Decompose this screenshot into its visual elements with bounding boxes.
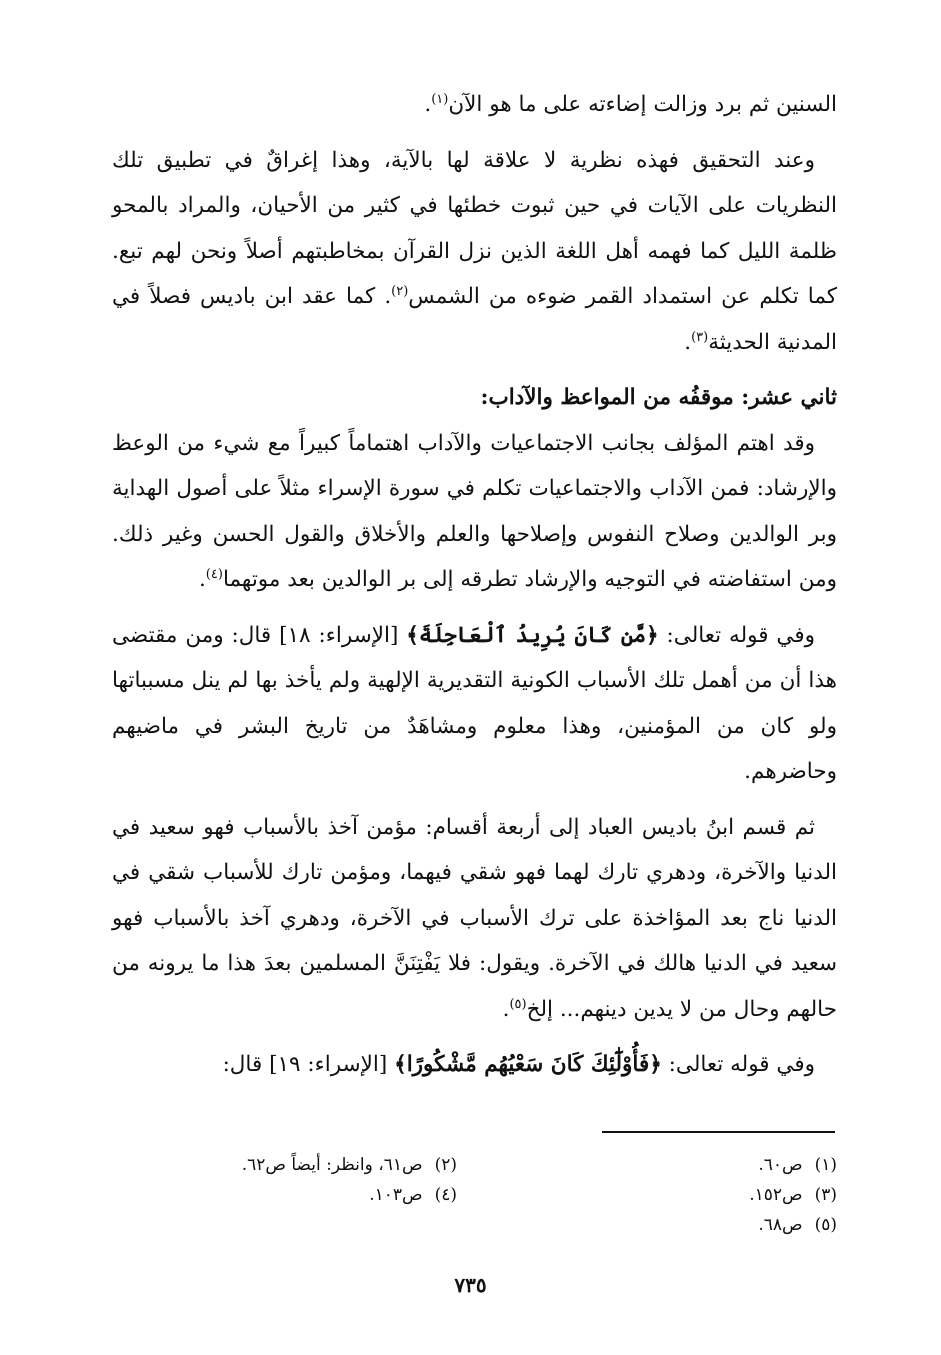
footnote-1: (١)ص٦٠. — [758, 1155, 837, 1175]
footnote-ref-4: (٤) — [205, 566, 223, 582]
footnote-ref-1: (١) — [431, 91, 449, 107]
page-number: ٧٣٥ — [454, 1273, 487, 1297]
footnotes — [112, 1150, 837, 1240]
footnote-5: (٥)ص٦٨. — [758, 1215, 837, 1235]
paragraph-5: ثم قسم ابنُ باديس العباد إلى أربعة أقسام: مؤمن آخذ بالأسباب فهو سعيد في الدنيا والآخرة، ودهري تارك لهما فهو شقي فيهما، ومؤمن تارك للأسباب شقي في الدنيا ناج بعد المؤاخذة على ترك الأسباب في الآخرة، ودهري آخذ بالأسباب فهو سعيد في الدنيا هالك في الآخرة. ويقول: فلا يَفْتِنَنَّ المسلمين بعدَ هذا ما يرونه من حالهم وحال من لا يدين دينهم... إلخ$^{(٥)}$. — [112, 814, 837, 1022]
footnote-ref-5: (٥) — [509, 996, 527, 1012]
footnote-3: (٣)ص١٥٢. — [749, 1185, 837, 1205]
footnote-ref-2: (٢) — [391, 283, 409, 299]
main-text — [112, 82, 837, 1098]
paragraph-4: وفي قوله تعالى: ﴿مَّن كَانَ يُرِيدُ ٱلْعَاجِلَةَ﴾ [الإسراء: ١٨] قال: ومن مقتضى هذا أن من أهمل تلك الأسباب الكونية التقديرية الإلهية ولم يأخذ بها لم ينل مسبباتها ولو كان من المؤمنين، وهذا معلوم ومشاهَدٌ من تاريخ البشر في ماضيهم وحاضرهم. — [112, 622, 837, 784]
footnote-4: (٤)ص١٠٣. — [369, 1185, 457, 1205]
footnote-ref-3: (٣) — [691, 329, 709, 345]
footnote-separator — [602, 1131, 835, 1133]
paragraph-2: وعند التحقيق فهذه نظرية لا علاقة لها بالآية، وهذا إغراقٌ في تطبيق تلك النظريات على الآيات في حين ثبوت خطئها في كثير من الأحيان، والمراد بالمحو ظلمة الليل كما فهمه أهل اللغة الذين نزل القرآن بمخاطبتهم أصلاً ونحن لهم تبع. كما تكلم عن استمداد القمر ضوءه من الشمس$^{(٢)}$. كما عقد ابن باديس فصلاً في المدنية الحديثة$^{(٣)}$. — [112, 147, 837, 355]
quran-verse-1: ﴿مَّن كَانَ يُرِيدُ ٱلْعَاجِلَةَ﴾ — [406, 622, 659, 648]
paragraph-6: وفي قوله تعالى: ﴿فَأُوْلَٰٓئِكَ كَانَ سَعْيُهُم مَّشْكُورًا﴾ [الإسراء: ١٩] قال: — [222, 1052, 815, 1077]
paragraph-1: السنين ثم برد وزالت إضاءته على ما هو الآن$^{(١)}$. — [424, 91, 837, 117]
footnote-2: (٢)ص٦١، وانظر: أيضاً ص٦٢. — [241, 1155, 457, 1175]
section-heading: ثاني عشر: موقفُه من المواعظ والآداب: — [480, 385, 837, 410]
paragraph-3: وقد اهتم المؤلف بجانب الاجتماعيات والآداب اهتماماً كبيراً مع شيء من الوعظ والإرشاد: فمن الآداب والاجتماعيات تكلم في سورة الإسراء مثلاً على أصول الهداية وبر الوالدين وصلاح النفوس وإصلاحها والعلم والأخلاق والقول الحسن وغير ذلك. ومن استفاضته في التوجيه والإرشاد تطرقه إلى بر الوالدين بعد موتهما$^{(٤)}$. — [112, 430, 837, 592]
quran-verse-2: ﴿فَأُوْلَٰٓئِكَ كَانَ سَعْيُهُم مَّشْكُورًا﴾ — [394, 1052, 662, 1077]
